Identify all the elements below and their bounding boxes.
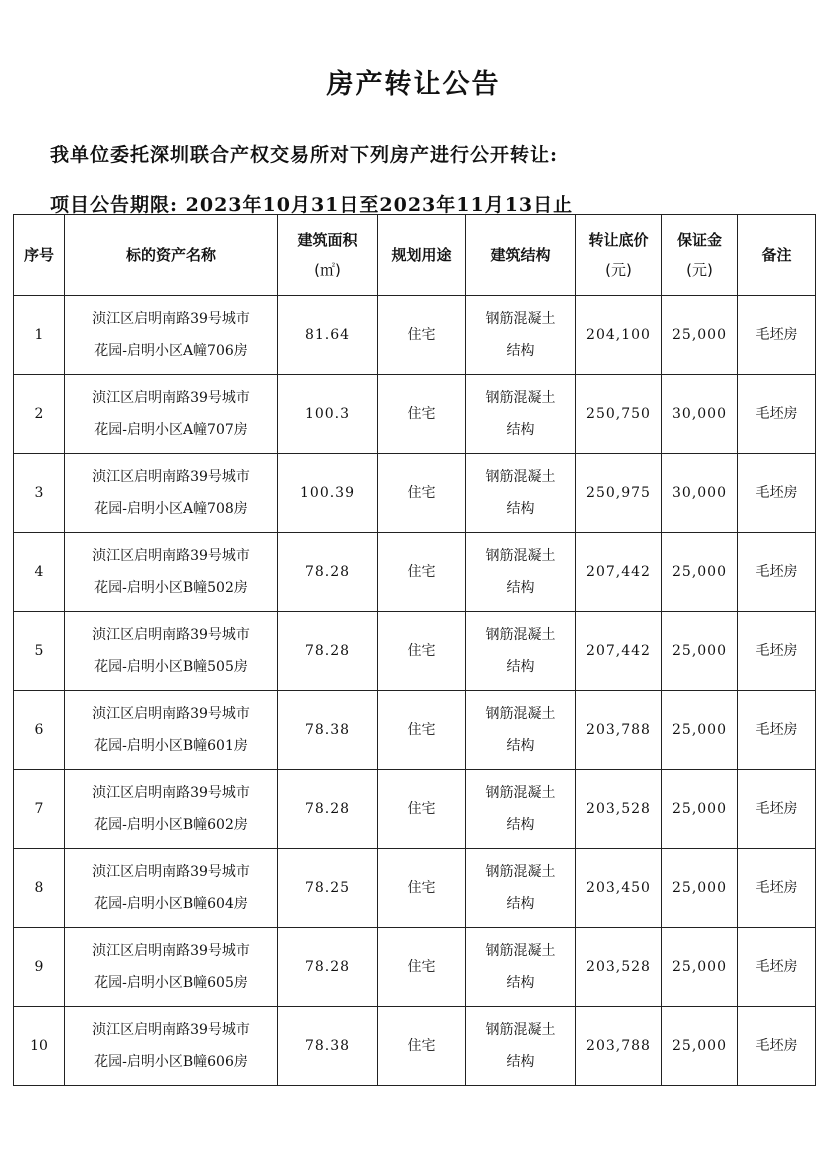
cell-note: 毛坯房 xyxy=(738,770,816,849)
cell-name-line2: 花园-启明小区A幢708房 xyxy=(94,501,248,517)
cell-name xyxy=(65,770,278,849)
cell-name-line2: 花园-启明小区B幢605房 xyxy=(94,975,248,991)
cell-deposit: 30,000 xyxy=(662,454,738,533)
cell-seq: 4 xyxy=(14,533,65,612)
cell-structure-line1: 钢筋混凝土 xyxy=(485,785,556,801)
cell-price: 207,442 xyxy=(576,533,662,612)
cell-structure xyxy=(466,770,576,849)
cell-area: 78.28 xyxy=(278,612,378,691)
cell-note: 毛坯房 xyxy=(738,375,816,454)
header-note: 备注 xyxy=(738,215,816,296)
cell-name-line1: 浈江区启明南路39号城市 xyxy=(92,864,250,880)
cell-name-line1: 浈江区启明南路39号城市 xyxy=(92,1022,250,1038)
cell-use: 住宅 xyxy=(378,296,466,375)
cell-name-line1: 浈江区启明南路39号城市 xyxy=(92,548,250,564)
cell-name-line1: 浈江区启明南路39号城市 xyxy=(92,706,250,722)
cell-structure-line2: 结构 xyxy=(506,1054,535,1070)
header-price-line1: 转让底价 xyxy=(588,231,649,249)
cell-seq: 8 xyxy=(14,849,65,928)
cell-structure-line1: 钢筋混凝土 xyxy=(485,864,556,880)
cell-name-line2: 花园-启明小区B幢602房 xyxy=(94,817,248,833)
cell-use: 住宅 xyxy=(378,454,466,533)
cell-name xyxy=(65,691,278,770)
cell-structure-line2: 结构 xyxy=(506,343,535,359)
cell-structure-line1: 钢筋混凝土 xyxy=(485,706,556,722)
cell-note: 毛坯房 xyxy=(738,1007,816,1086)
cell-use: 住宅 xyxy=(378,770,466,849)
cell-structure-line1: 钢筋混凝土 xyxy=(485,627,556,643)
announcement-period: 项目公告期限: 2023年10月31日至2023年11月13日止 xyxy=(50,194,574,216)
cell-area: 78.28 xyxy=(278,928,378,1007)
cell-price: 203,450 xyxy=(576,849,662,928)
cell-structure-line2: 结构 xyxy=(506,580,535,596)
cell-deposit: 25,000 xyxy=(662,691,738,770)
cell-structure xyxy=(466,612,576,691)
cell-name-line2: 花园-启明小区A幢707房 xyxy=(94,422,248,438)
cell-name-line1: 浈江区启明南路39号城市 xyxy=(92,627,250,643)
cell-price: 203,788 xyxy=(576,1007,662,1086)
cell-area: 100.39 xyxy=(278,454,378,533)
cell-use: 住宅 xyxy=(378,691,466,770)
cell-name-line1: 浈江区启明南路39号城市 xyxy=(92,390,250,406)
cell-deposit: 25,000 xyxy=(662,533,738,612)
cell-use: 住宅 xyxy=(378,533,466,612)
cell-name-line1: 浈江区启明南路39号城市 xyxy=(92,943,250,959)
header-price-line2: (元) xyxy=(605,261,632,279)
header-area-line2: (㎡) xyxy=(314,261,341,279)
header-use: 规划用途 xyxy=(378,215,466,296)
cell-structure xyxy=(466,533,576,612)
cell-name xyxy=(65,296,278,375)
cell-name xyxy=(65,849,278,928)
cell-name xyxy=(65,1007,278,1086)
table-header-row xyxy=(14,215,816,296)
cell-area: 78.28 xyxy=(278,770,378,849)
cell-structure-line1: 钢筋混凝土 xyxy=(485,943,556,959)
header-deposit-line2: (元) xyxy=(686,261,713,279)
cell-price: 203,528 xyxy=(576,928,662,1007)
cell-note: 毛坯房 xyxy=(738,612,816,691)
cell-use: 住宅 xyxy=(378,1007,466,1086)
cell-note: 毛坯房 xyxy=(738,454,816,533)
cell-structure xyxy=(466,296,576,375)
cell-name xyxy=(65,612,278,691)
header-seq: 序号 xyxy=(14,215,65,296)
header-deposit xyxy=(662,215,738,296)
cell-deposit: 25,000 xyxy=(662,1007,738,1086)
cell-structure-line2: 结构 xyxy=(506,501,535,517)
cell-deposit: 25,000 xyxy=(662,612,738,691)
cell-seq: 7 xyxy=(14,770,65,849)
cell-use: 住宅 xyxy=(378,928,466,1007)
cell-name-line2: 花园-启明小区A幢706房 xyxy=(94,343,248,359)
table-row xyxy=(14,691,816,770)
cell-structure-line1: 钢筋混凝土 xyxy=(485,469,556,485)
cell-area: 78.28 xyxy=(278,533,378,612)
cell-note: 毛坯房 xyxy=(738,296,816,375)
cell-name xyxy=(65,928,278,1007)
cell-structure xyxy=(466,849,576,928)
cell-structure-line1: 钢筋混凝土 xyxy=(485,390,556,406)
cell-name xyxy=(65,454,278,533)
cell-structure-line2: 结构 xyxy=(506,422,535,438)
cell-name-line1: 浈江区启明南路39号城市 xyxy=(92,785,250,801)
asset-table xyxy=(13,214,816,1086)
cell-deposit: 25,000 xyxy=(662,296,738,375)
table-row xyxy=(14,770,816,849)
table-row xyxy=(14,454,816,533)
cell-name-line2: 花园-启明小区B幢606房 xyxy=(94,1054,248,1070)
cell-note: 毛坯房 xyxy=(738,849,816,928)
cell-note: 毛坯房 xyxy=(738,691,816,770)
cell-use: 住宅 xyxy=(378,375,466,454)
table-row xyxy=(14,1007,816,1086)
page-title: 房产转让公告 xyxy=(326,69,501,100)
table-row xyxy=(14,296,816,375)
header-deposit-line1: 保证金 xyxy=(676,231,722,249)
cell-seq: 3 xyxy=(14,454,65,533)
cell-deposit: 25,000 xyxy=(662,928,738,1007)
header-structure: 建筑结构 xyxy=(466,215,576,296)
cell-price: 250,975 xyxy=(576,454,662,533)
cell-structure-line1: 钢筋混凝土 xyxy=(485,548,556,564)
table-row xyxy=(14,612,816,691)
cell-price: 207,442 xyxy=(576,612,662,691)
cell-seq: 10 xyxy=(14,1007,65,1086)
table-row xyxy=(14,928,816,1007)
cell-name-line2: 花园-启明小区B幢601房 xyxy=(94,738,248,754)
cell-note: 毛坯房 xyxy=(738,928,816,1007)
cell-price: 204,100 xyxy=(576,296,662,375)
cell-name-line2: 花园-启明小区B幢502房 xyxy=(94,580,248,596)
cell-structure-line2: 结构 xyxy=(506,659,535,675)
cell-structure xyxy=(466,691,576,770)
header-name: 标的资产名称 xyxy=(65,215,278,296)
cell-structure xyxy=(466,454,576,533)
cell-seq: 9 xyxy=(14,928,65,1007)
cell-structure xyxy=(466,928,576,1007)
cell-structure-line2: 结构 xyxy=(506,896,535,912)
cell-name-line1: 浈江区启明南路39号城市 xyxy=(92,469,250,485)
cell-seq: 6 xyxy=(14,691,65,770)
cell-name-line1: 浈江区启明南路39号城市 xyxy=(92,311,250,327)
cell-seq: 5 xyxy=(14,612,65,691)
cell-structure-line2: 结构 xyxy=(506,738,535,754)
header-area-line1: 建筑面积 xyxy=(297,231,358,249)
cell-area: 78.38 xyxy=(278,1007,378,1086)
cell-name-line2: 花园-启明小区B幢505房 xyxy=(94,659,248,675)
cell-name-line2: 花园-启明小区B幢604房 xyxy=(94,896,248,912)
cell-deposit: 25,000 xyxy=(662,770,738,849)
cell-use: 住宅 xyxy=(378,849,466,928)
cell-use: 住宅 xyxy=(378,612,466,691)
table-row xyxy=(14,533,816,612)
cell-structure xyxy=(466,1007,576,1086)
cell-note: 毛坯房 xyxy=(738,533,816,612)
cell-structure-line1: 钢筋混凝土 xyxy=(485,1022,556,1038)
cell-area: 100.3 xyxy=(278,375,378,454)
cell-area: 78.38 xyxy=(278,691,378,770)
intro-text: 我单位委托深圳联合产权交易所对下列房产进行公开转让: xyxy=(50,144,559,166)
header-price xyxy=(576,215,662,296)
cell-structure-line2: 结构 xyxy=(506,817,535,833)
cell-deposit: 25,000 xyxy=(662,849,738,928)
cell-seq: 1 xyxy=(14,296,65,375)
header-area xyxy=(278,215,378,296)
cell-name xyxy=(65,375,278,454)
cell-seq: 2 xyxy=(14,375,65,454)
table-row xyxy=(14,375,816,454)
table-row xyxy=(14,849,816,928)
cell-area: 78.25 xyxy=(278,849,378,928)
cell-price: 203,788 xyxy=(576,691,662,770)
cell-deposit: 30,000 xyxy=(662,375,738,454)
cell-price: 250,750 xyxy=(576,375,662,454)
cell-structure-line1: 钢筋混凝土 xyxy=(485,311,556,327)
cell-price: 203,528 xyxy=(576,770,662,849)
cell-structure xyxy=(466,375,576,454)
cell-name xyxy=(65,533,278,612)
cell-area: 81.64 xyxy=(278,296,378,375)
cell-structure-line2: 结构 xyxy=(506,975,535,991)
